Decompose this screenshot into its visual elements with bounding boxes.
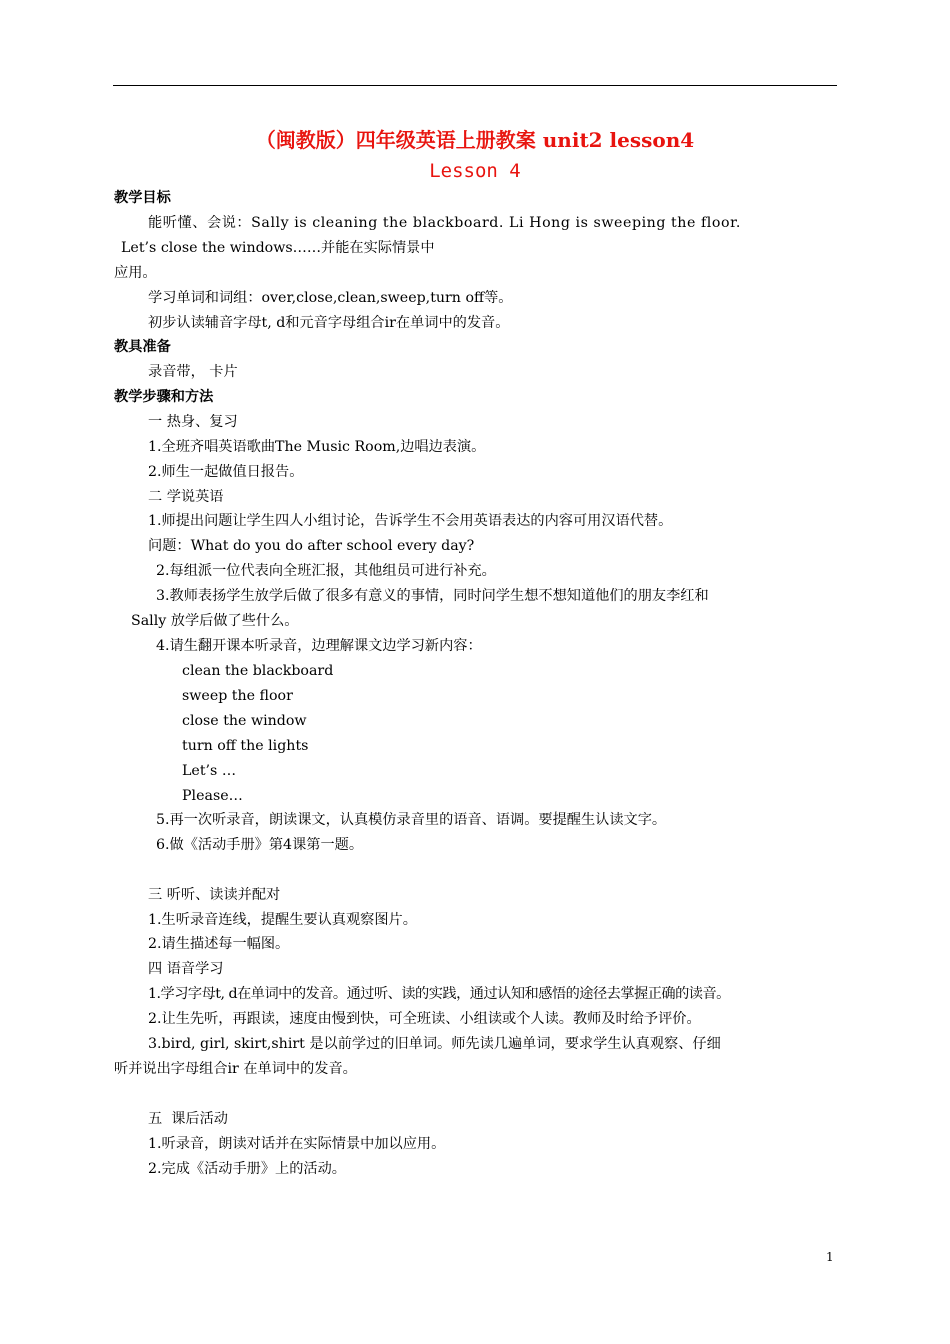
step-line: 1.全班齐唱英语歌曲The Music Room,边唱边表演。 bbox=[148, 439, 486, 455]
step-line: 二 学说英语 bbox=[148, 489, 224, 505]
step-line: 2.每组派一位代表向全班汇报，其他组员可进行补充。 bbox=[156, 563, 496, 579]
objective-line: 学习单词和词组：over,close,clean,sweep,turn off等。 bbox=[148, 290, 513, 306]
phrase-line: turn off the lights bbox=[182, 738, 309, 754]
step-line: 问题：What do you do after school every day? bbox=[148, 538, 475, 554]
step-line: 6.做《活动手册》第4课第一题。 bbox=[156, 837, 364, 853]
step-line: 一 热身、复习 bbox=[148, 414, 238, 430]
phrase-line: sweep the floor bbox=[182, 688, 293, 704]
step-line: 听并说出字母组合ir 在单词中的发音。 bbox=[114, 1061, 357, 1077]
heading-objectives: 教学目标 bbox=[114, 190, 171, 206]
step-line: 五 课后活动 bbox=[148, 1111, 228, 1127]
objective-line: Let’s close the windows……并能在实际情景中 bbox=[121, 240, 435, 256]
heading-materials: 教具准备 bbox=[114, 339, 171, 355]
document-subtitle: Lesson 4 bbox=[429, 160, 521, 182]
step-line: Sally 放学后做了些什么。 bbox=[131, 613, 299, 629]
step-line: 1.师提出问题让学生四人小组讨论，告诉学生不会用英语表达的内容可用汉语代替。 bbox=[148, 513, 673, 529]
step-line: 1.生听录音连线，提醒生要认真观察图片。 bbox=[148, 912, 417, 928]
header-rule bbox=[113, 85, 837, 86]
step-line: 四 语音学习 bbox=[148, 961, 224, 977]
step-line: 5.再一次听录音，朗读课文，认真模仿录音里的语音、语调。要提醒生认读文字。 bbox=[156, 812, 667, 828]
materials-line: 录音带， 卡片 bbox=[148, 364, 238, 380]
document-title: （闽教版）四年级英语上册教案 unit2 lesson4 bbox=[255, 128, 695, 152]
step-line: 3.bird, girl, skirt,shirt 是以前学过的旧单词。师先读几遍单词，要求学生认真观察、仔细 bbox=[148, 1036, 721, 1052]
step-line: 2.完成《活动手册》上的活动。 bbox=[148, 1161, 346, 1177]
objective-line: 初步认读辅音字母t, d和元音字母组合ir在单词中的发音。 bbox=[148, 315, 510, 331]
step-line: 4.请生翻开课本听录音，边理解课文边学习新内容： bbox=[156, 638, 482, 654]
phrase-line: Please… bbox=[182, 788, 243, 804]
phrase-line: close the window bbox=[182, 713, 307, 729]
heading-steps: 教学步骤和方法 bbox=[114, 389, 214, 405]
step-line: 2.让生先听，再跟读，速度由慢到快，可全班读、小组读或个人读。教师及时给予评价。 bbox=[148, 1011, 701, 1027]
step-line: 2.师生一起做值日报告。 bbox=[148, 464, 304, 480]
phrase-line: clean the blackboard bbox=[182, 663, 334, 679]
page-number: 1 bbox=[826, 1250, 834, 1264]
step-line: 3.教师表扬学生放学后做了很多有意义的事情，同时问学生想不想知道他们的朋友李红和 bbox=[156, 588, 709, 604]
step-line: 1.学习字母t, d在单词中的发音。通过听、读的实践，通过认知和感悟的途径去掌握正确的读音。 bbox=[148, 986, 730, 1002]
objective-line: 应用。 bbox=[114, 265, 157, 281]
step-line: 三 听听、读读并配对 bbox=[148, 887, 281, 903]
step-line: 2.请生描述每一幅图。 bbox=[148, 936, 290, 952]
objective-line: 能听懂、会说：Sally is cleaning the blackboard. Li Hong is sweeping the floor. bbox=[148, 215, 741, 231]
step-line: 1.听录音，朗读对话并在实际情景中加以应用。 bbox=[148, 1136, 446, 1152]
phrase-line: Let’s … bbox=[182, 763, 237, 779]
